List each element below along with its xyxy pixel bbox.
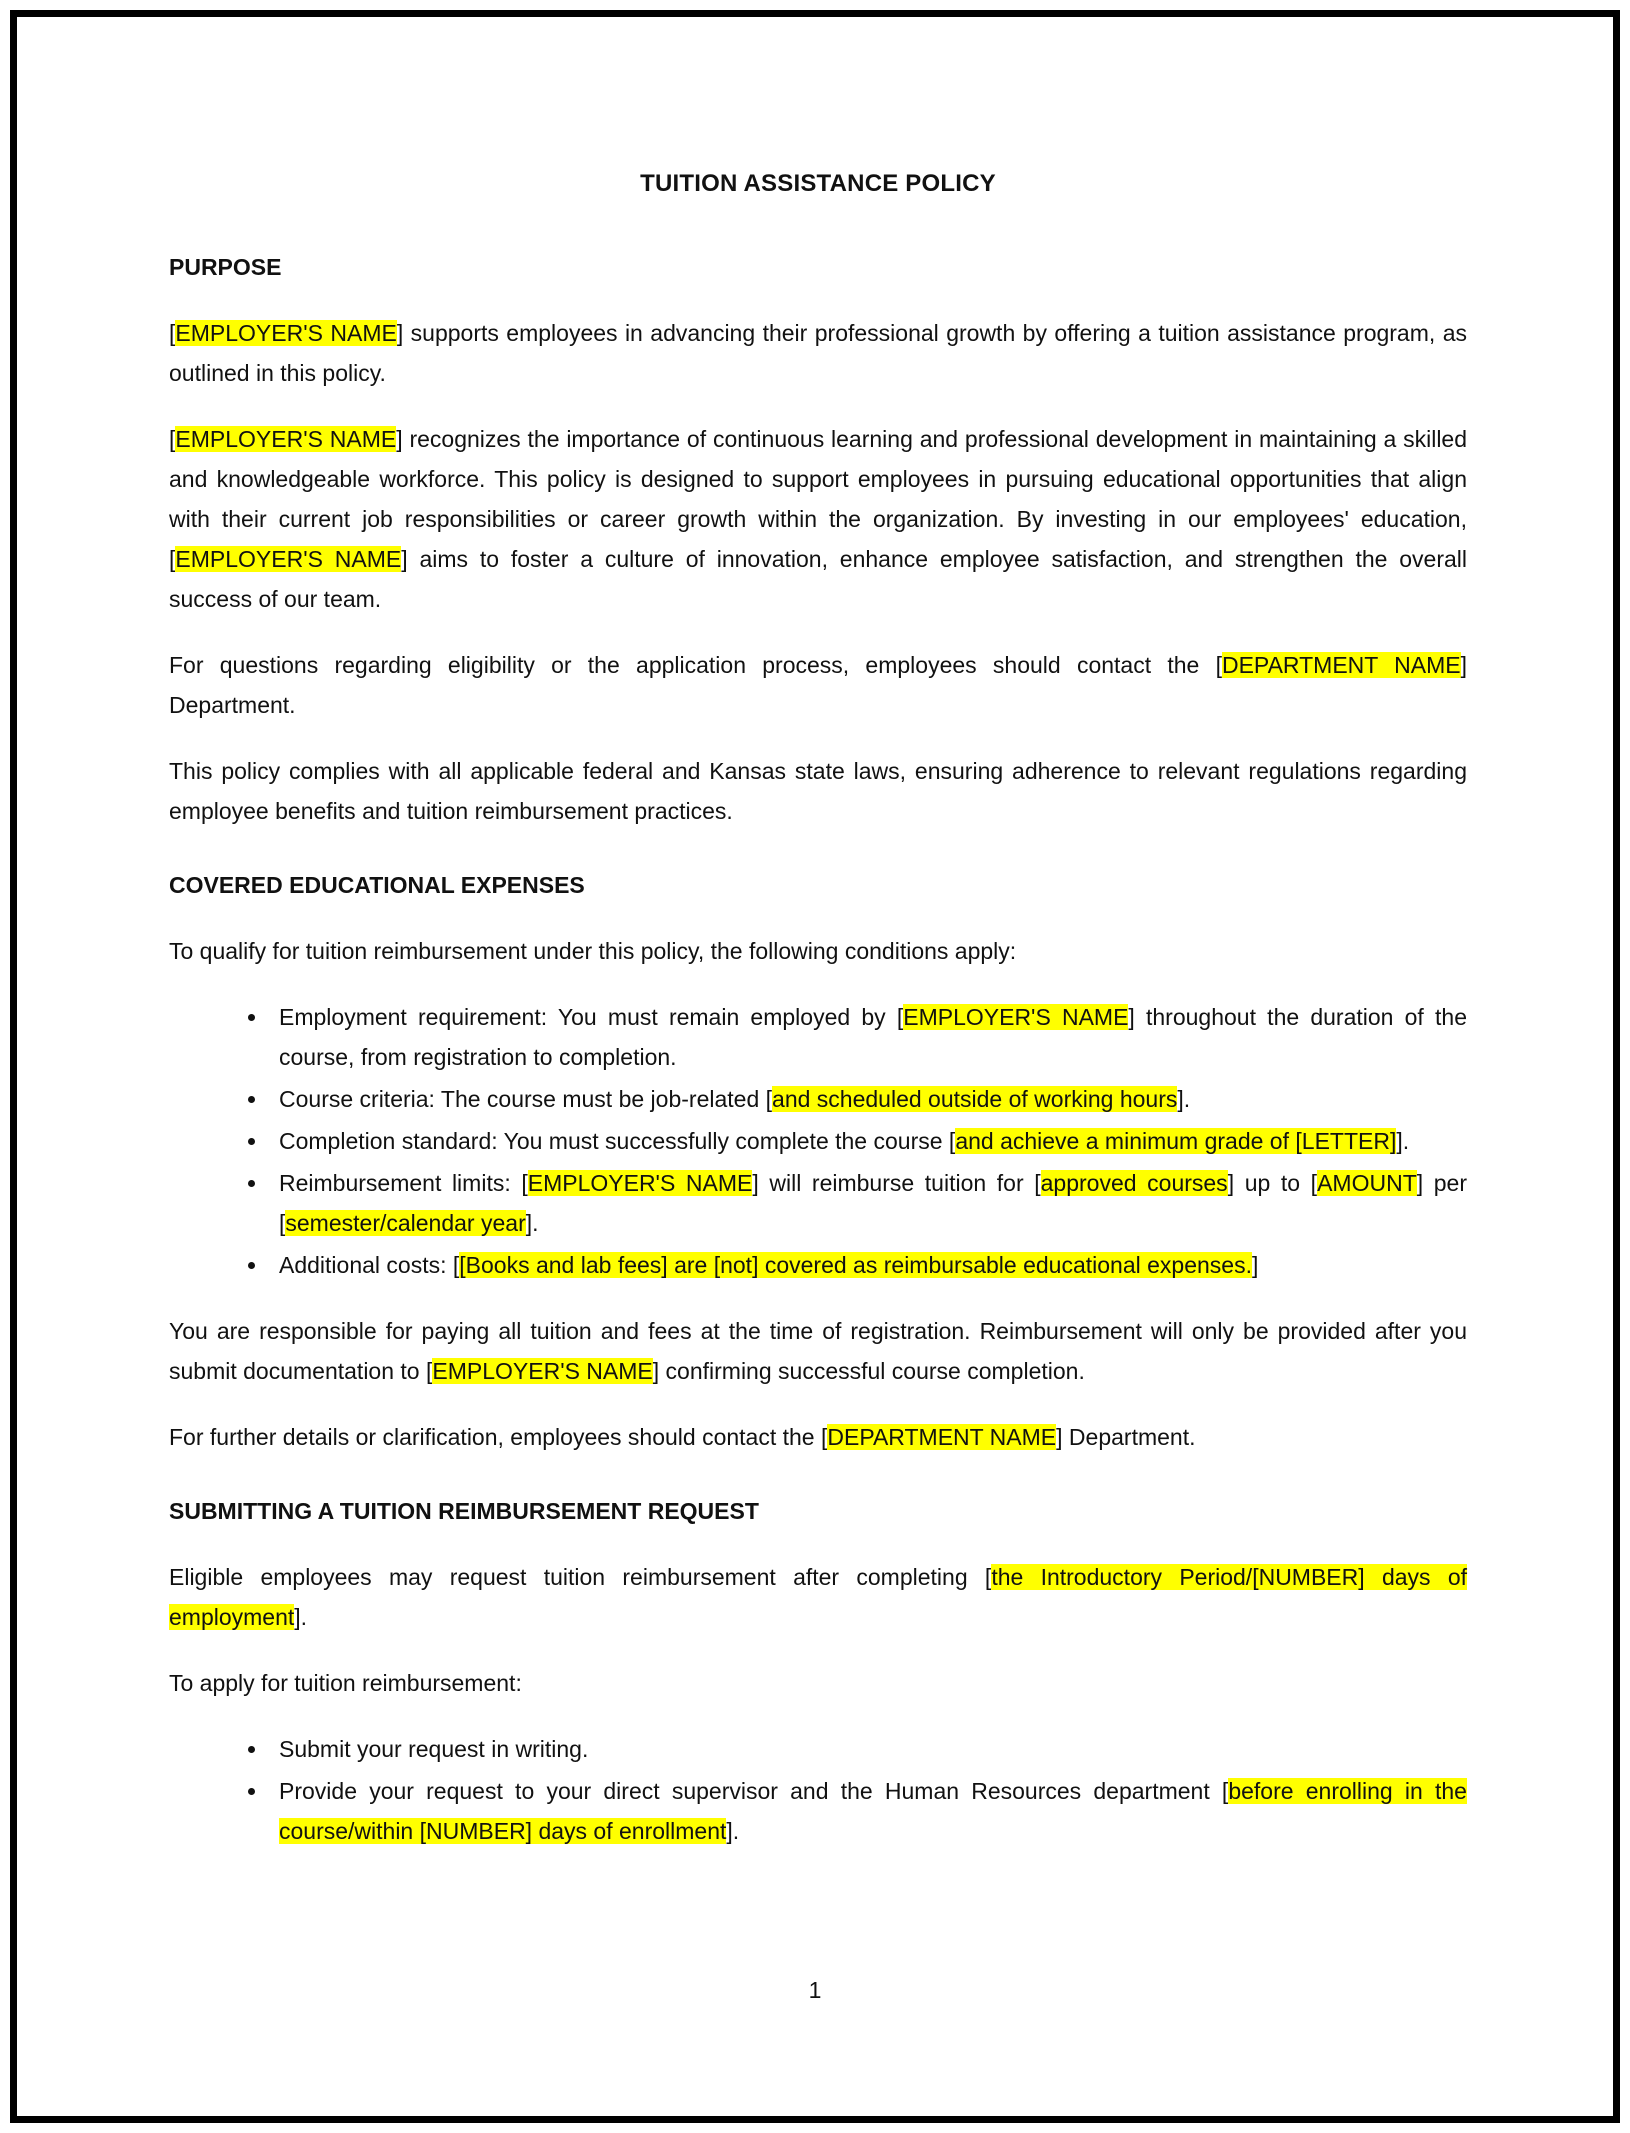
- text-run: ] recognizes the importance of continuous learning and professional development in maintaining a skilled and knowledgeable workforce. This policy is designed to support employees in pursuing educational opportunities that align with their current job responsibilities or career growth within the organization. By investing in our employees' education, [: [169, 425, 1468, 572]
- bullet-item: [269, 1245, 1467, 1285]
- text-run: ].: [294, 1604, 308, 1631]
- text-run: ] supports employees in advancing their professional growth by offering a tuition assistance program, as outlined in this policy.: [169, 319, 1467, 386]
- text-run: ] up to [: [1227, 1170, 1318, 1197]
- bullet-item: [269, 1729, 1467, 1769]
- highlighted-placeholder: AMOUNT: [1317, 1170, 1417, 1197]
- text-run: ] Department.: [1056, 1424, 1196, 1451]
- paragraph: [169, 1557, 1467, 1637]
- text-run: [: [169, 425, 176, 452]
- paragraph: [169, 751, 1467, 831]
- paragraph: [169, 419, 1467, 619]
- bullet-item: [269, 1163, 1467, 1243]
- text-run: For further details or clarification, employees should contact the [: [169, 1424, 828, 1451]
- text-run: Submit your request in writing.: [279, 1736, 589, 1763]
- highlighted-placeholder: and scheduled outside of working hours: [772, 1086, 1178, 1112]
- bullet-item: [269, 1771, 1467, 1851]
- text-run: This policy complies with all applicable federal and Kansas state laws, ensuring adherence to relevant regulations regarding employee benefits and tuition reimbursement practices.: [169, 757, 1467, 824]
- highlighted-placeholder: before enrolling in the course/within [NUMBER] days of enrollment: [279, 1778, 1467, 1845]
- page-number: 1: [808, 1977, 822, 2003]
- highlighted-placeholder: EMPLOYER'S NAME: [175, 545, 402, 572]
- text-run: Course criteria: The course must be job-related [: [279, 1086, 773, 1112]
- bullet-item: [269, 1079, 1467, 1119]
- heading-purpose: PURPOSE: [169, 253, 282, 280]
- highlighted-placeholder: DEPARTMENT NAME: [1221, 651, 1461, 678]
- highlighted-placeholder: and achieve a minimum grade of [LETTER]: [955, 1128, 1397, 1155]
- highlighted-placeholder: EMPLOYER'S NAME: [527, 1170, 753, 1197]
- text-run: ] throughout the duration of the course, from registration to completion.: [279, 1003, 1467, 1070]
- paragraph: [169, 313, 1467, 393]
- bullet-list: [169, 1729, 1467, 1851]
- paragraph: [169, 645, 1467, 725]
- page-border: [10, 10, 1620, 2123]
- highlighted-placeholder: DEPARTMENT NAME: [827, 1424, 1057, 1451]
- highlighted-placeholder: [Books and lab fees] are [not] covered as reimbursable educational expenses.: [459, 1252, 1252, 1279]
- highlighted-placeholder: EMPLOYER'S NAME: [175, 425, 397, 452]
- text-run: ].: [726, 1818, 740, 1845]
- bullet-item: [269, 997, 1467, 1077]
- text-run: ] per [: [279, 1170, 1467, 1237]
- heading-covered-expenses: COVERED EDUCATIONAL EXPENSES: [169, 871, 585, 898]
- text-run: Reimbursement limits: [: [279, 1170, 528, 1197]
- document-title: TUITION ASSISTANCE POLICY: [640, 170, 996, 197]
- text-run: To qualify for tuition reimbursement under this policy, the following conditions apply:: [169, 937, 1017, 964]
- text-run: ].: [1396, 1128, 1410, 1155]
- bullet-list: [169, 997, 1467, 1285]
- text-run: For questions regarding eligibility or the application process, employees should contact the [: [169, 651, 1222, 678]
- text-run: ] Department.: [169, 651, 1467, 718]
- text-run: Employment requirement: You must remain employed by [: [279, 1003, 904, 1030]
- text-run: Provide your request to your direct supervisor and the Human Resources department [: [279, 1778, 1229, 1805]
- text-run: To apply for tuition reimbursement:: [169, 1670, 522, 1697]
- paragraph: [169, 931, 1467, 971]
- text-run: ] confirming successful course completion.: [652, 1358, 1085, 1385]
- highlighted-placeholder: EMPLOYER'S NAME: [175, 319, 397, 346]
- highlighted-placeholder: EMPLOYER'S NAME: [432, 1358, 653, 1385]
- paragraph: [169, 1417, 1467, 1457]
- text-run: Completion standard: You must successfully complete the course [: [279, 1128, 956, 1155]
- bullet-item: [269, 1121, 1467, 1161]
- text-run: ] will reimburse tuition for [: [752, 1170, 1041, 1197]
- highlighted-placeholder: EMPLOYER'S NAME: [903, 1003, 1129, 1030]
- text-run: ]: [1251, 1252, 1259, 1279]
- text-run: ] aims to foster a culture of innovation, enhance employee satisfaction, and strengthen the overall success of our team.: [169, 545, 1468, 612]
- text-run: You are responsible for paying all tuition and fees at the time of registration. Reimbursement will only be provided after you submit documentation to [: [169, 1318, 1467, 1385]
- text-run: [: [169, 319, 176, 346]
- text-run: Eligible employees may request tuition reimbursement after completing [: [169, 1564, 992, 1591]
- text-run: Additional costs: [: [279, 1252, 460, 1279]
- highlighted-placeholder: approved courses: [1040, 1170, 1228, 1197]
- paragraph: [169, 1311, 1467, 1391]
- paragraph: [169, 1663, 1467, 1703]
- text-run: ].: [525, 1210, 539, 1237]
- highlighted-placeholder: semester/calendar year: [285, 1210, 526, 1237]
- highlighted-placeholder: the Introductory Period/[NUMBER] days of employment: [169, 1564, 1467, 1631]
- text-run: ].: [1177, 1086, 1191, 1112]
- document-content: [17, 17, 1613, 1851]
- heading-submitting-request: SUBMITTING A TUITION REIMBURSEMENT REQUEST: [169, 1498, 759, 1525]
